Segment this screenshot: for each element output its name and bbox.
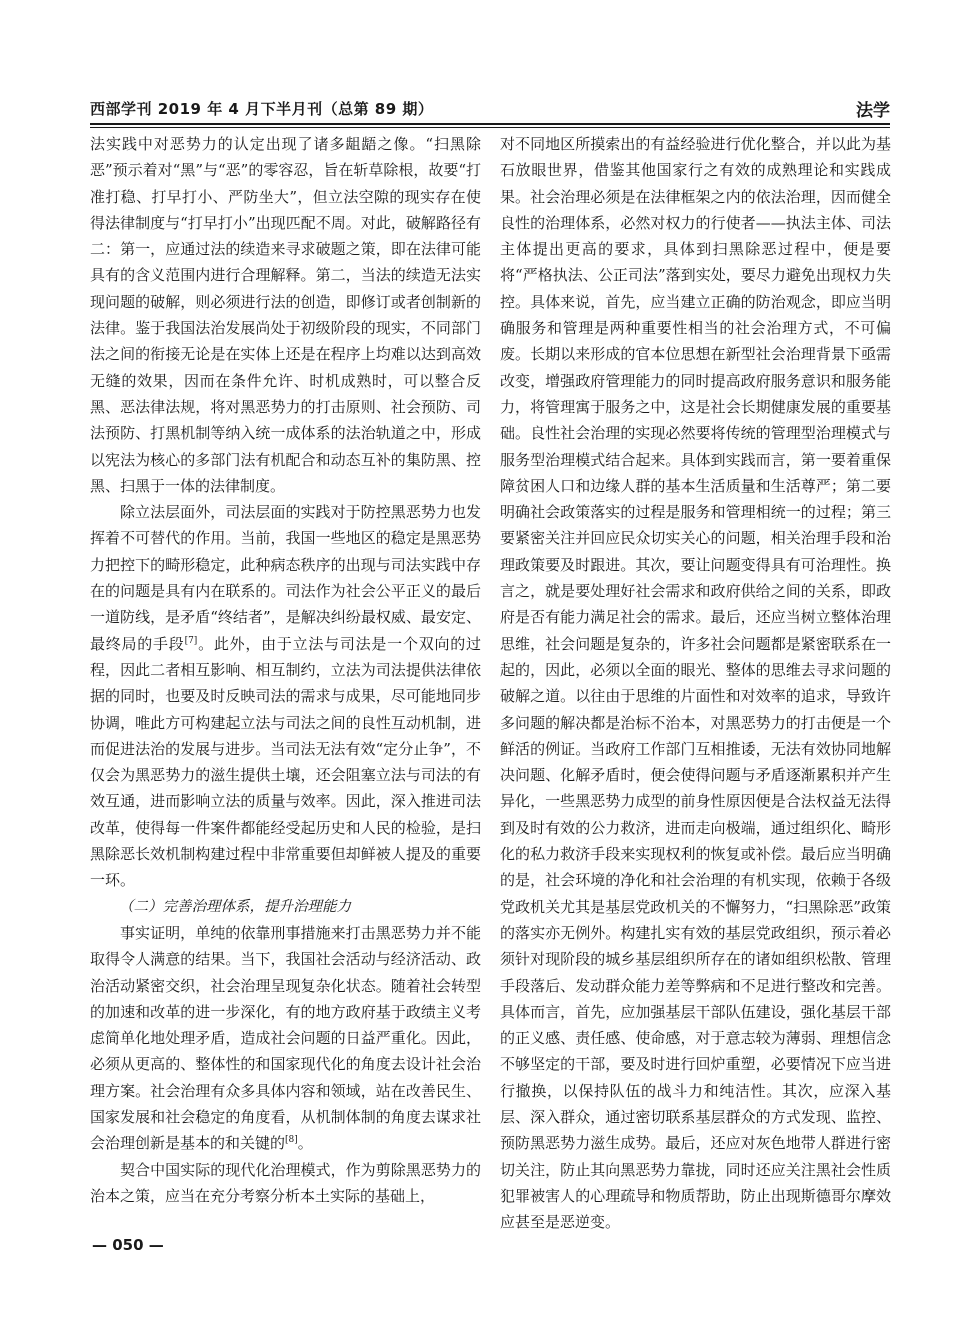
paragraph-text: 事实证明，单纯的依靠刑事措施来打击黑恶势力并不能取得令人满意的结果。当下，我国社会活动与经济活动、政治活动紧密交织，社会治理呈现复杂化状态。随着社会转型的加速和改革的进一步深化，有的地方政府基于政绩主义考虑简单化地处理矛盾，造成社会问题的日益严重化。因此，必须从更高的、整体性的和国家现代化的角度去设计社会治理方案。社会治理有众多具体内容和领域，站在改善民生、国家发展和社会稳定的角度看，从机制体制的角度去谋求社会治理创新是基本的和关键的	[90, 923, 481, 1153]
page-header	[90, 96, 890, 122]
body-paragraph	[90, 1157, 481, 1210]
paragraph-text: 法实践中对恶势力的认定出现了诸多龃龉之像。“扫黑除恶”预示着对“黑”与“恶”的零容忍，旨在斩草除根，故要“打准打稳、打早打小、严防坐大”，但立法空隙的现实存在使得法律制度与“打早打小”出现匹配不周。对此，破解路径有二：第一，应通过法的续造来寻求破题之策，即在法律可能具有的含义范围内进行合理解释。第二，当法的续造无法实现问题的破解，则必须进行法的创造，即修订或者创制新的法律。鉴于我国法治发展尚处于初级阶段的现实，不同部门法之间的衔接无论是在实体上还是在程序上均难以达到高效无缝的效果，因而在条件允许、时机成熟时，可以整合反黑、恶法律法规，将对黑恶势力的打击原则、社会预防、司法预防、打黑机制等纳入统一成体系的法治轨道之中，形成以宪法为核心的多部门法有机配合和动态互补的集防黑、控黑、扫黑于一体的法律制度。	[90, 135, 482, 495]
header-rule-thin	[90, 127, 890, 128]
page-number: — 050 —	[92, 1236, 164, 1254]
paragraph-text: 契合中国实际的现代化治理模式，作为剪除黑恶势力的治本之策，应当在充分考察分析本土实际的基础上，	[90, 1160, 481, 1205]
journal-title: 西部学刊 2019 年 4 月下半月刊（总第 89 期）	[90, 100, 434, 118]
citation-marker: [8]	[285, 1135, 298, 1146]
body-paragraph	[90, 499, 481, 893]
header-rule-thick	[90, 123, 890, 125]
right-column	[500, 131, 891, 1235]
paragraph-text: 除立法层面外，司法层面的实践对于防控黑恶势力也发挥着不可替代的作用。当前，我国一些地区的稳定是黑恶势力把控下的畸形稳定，此种病态秩序的出现与司法实践中存在的问题是具有内在联系的。司法作为社会公平正义的最后一道防线，是矛盾“终结者”，是解决纠纷最权威、最安定、最终局的手段	[90, 503, 481, 653]
paragraph-text: （二）完善治理体系，提升治理能力	[119, 898, 351, 915]
body-paragraph	[90, 920, 481, 1157]
citation-marker: [7]	[184, 635, 198, 646]
paragraph-text: 。	[297, 1134, 313, 1153]
body-paragraph-continued	[90, 131, 481, 499]
paragraph-text: 对不同地区所摸索出的有益经验进行优化整合，并以此为基石放眼世界，借鉴其他国家行之有效的成熟理论和实践成果。社会治理必须是在法律框架之内的依法治理，因而健全良性的治理体系，必然对权力的行使者——执法主体、司法主体提出更高的要求，具体到扫黑除恶过程中，便是要将“严格执法、公正司法”落到实处，要尽力避免出现权力失控。具体来说，首先，应当建立正确的防治观念，即应当明确服务和管理是两种重要性相当的社会治理方式，不可偏废。长期以来形成的官本位思想在新型社会治理背景下亟需改变，增强政府管理能力的同时提高政府服务意识和服务能力，将管理寓于服务之中，这是社会长期健康发展的重要基础。良性社会治理的实现必然要将传统的管理型治理模式与服务型治理模式结合起来。具体到实践而言，第一要着重保障贫困人口和边缘人群的基本生活质量和生活尊严；第二要明确社会政策落实的过程是服务和管理相统一的过程；第三要紧密关注并回应民众切实关心的问题，相关治理手段和治理政策要及时跟进。其次，要让问题变得具有可治理性。换言之，就是要处理好社会需求和政府供给之间的关系，即政府是否有能力满足社会的需求。最后，还应当树立整体治理思维，社会问题是复杂的，许多社会问题都是紧密联系在一起的，因此，必须以全面的眼光、整体的思维去寻求问题的破解之道。以往由于思维的片面性和对效率的追求，导致许多问题的解决都是治标不治本，对黑恶势力的打击便是一个鲜活的例证。当政府工作部门互相推诿，无法有效协同地解决问题、化解矛盾时，便会使得问题与矛盾逐渐累积并产生异化，一些黑恶势力成型的前身性原因便是合法权益无法得到及时有效的公力救济，进而走向极端，通过组织化、畸形化的私力救济手段来实现权利的恢复或补偿。最后应当明确的是，社会环境的净化和社会治理的有机实现，依赖于各级党政机关尤其是基层党政机关的不懈努力，“扫黑除恶”政策的落实亦无例外。构建扎实有效的基层党政组织，预示着必须针对现阶段的城乡基层组织所存在的诸如组织松散、管理手段落后、发动群众能力差等弊病和不足进行整改和完善。具体而言，首先，应加强基层干部队伍建设，强化基层干部的正义感、责任感、使命感，对于意志较为薄弱、理想信念不够坚定的干部，要及时进行回炉重塑，必要情况下应当进行撤换，以保持队伍的战斗力和纯洁性。其次，应深入基层、深入群众，通过密切联系基层群众的方式发现、监控、预防黑恶势力滋生成势。最后，还应对灰色地带人群进行密切关注，防止其向黑恶势力靠拢，同时还应关注黑社会性质犯罪被害人的心理疏导和物质帮助，防止出现斯德哥尔摩效应甚至是恶逆变。	[500, 135, 891, 1232]
body-paragraph-continued	[500, 131, 891, 1235]
paragraph-text: 。此外，由于立法与司法是一个双向的过程，因此二者相互影响、相互制约，立法为司法提供法律依据的同时，也要及时反映司法的需求与成果，尽可能地同步协调，唯此方可构建起立法与司法之间的良性互动机制，进而促进法治的发展与进步。当司法无法有效“定分止争”，不仅会为黑恶势力的滋生提供土壤，还会阻塞立法与司法的有效互通，进而影响立法的质量与效率。因此，深入推进司法改革，使得每一件案件都能经受起历史和人民的检验，是扫黑除恶长效机制构建过程中非常重要但却鲜被人提及的重要一环。	[90, 634, 481, 890]
section-label: 法学	[856, 101, 890, 121]
left-column	[90, 131, 481, 1209]
subsection-heading	[90, 894, 481, 920]
